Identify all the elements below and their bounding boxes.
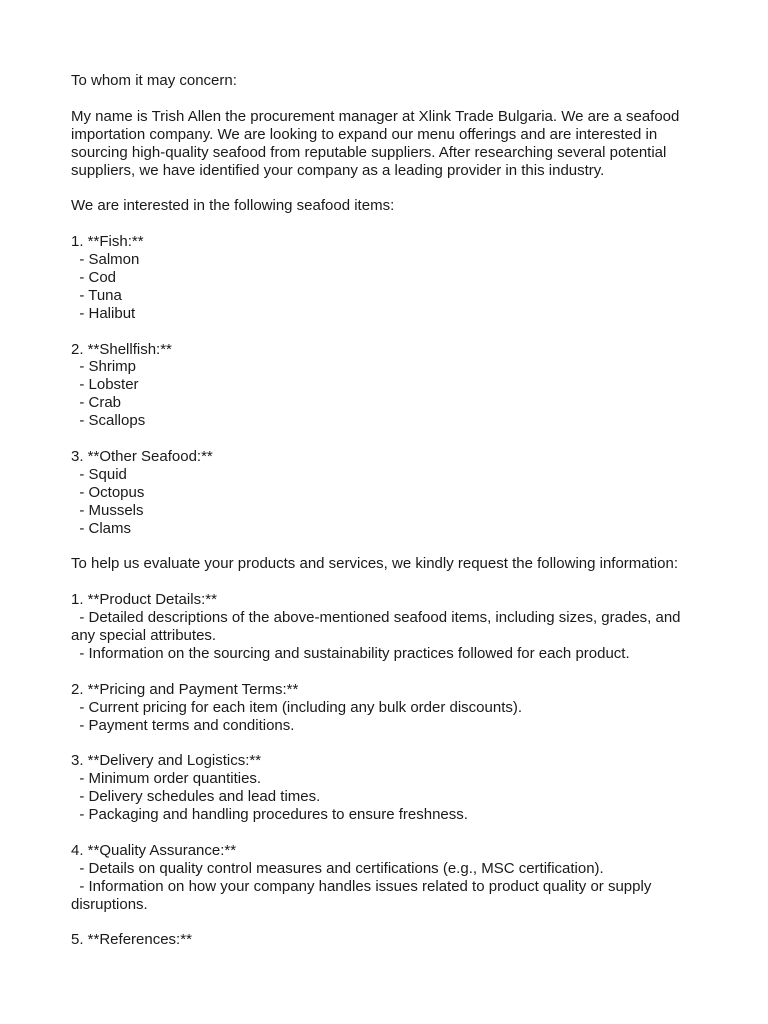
seafood-list — [71, 233, 701, 537]
request-section-group — [71, 931, 701, 949]
seafood-category-heading: 3. **Other Seafood:** — [71, 447, 213, 465]
request-section-heading: 4. **Quality Assurance:** — [71, 841, 237, 859]
items-lead: We are interested in the following seafood items: — [71, 197, 395, 215]
list-item: - Tuna — [71, 286, 122, 304]
list-item: - Packaging and handling procedures to ensure freshness. — [71, 806, 468, 824]
seafood-category-heading: 1. **Fish:** — [71, 233, 144, 251]
list-item: - Scallops — [71, 412, 146, 430]
list-item: - Crab — [71, 394, 122, 412]
list-item: - Salmon — [71, 251, 140, 269]
list-item: - Payment terms and conditions. — [71, 716, 295, 734]
list-item: - Cod — [71, 268, 117, 286]
request-section-heading: 1. **Product Details:** — [71, 591, 217, 609]
seafood-category-heading: 2. **Shellfish:** — [71, 340, 172, 358]
request-section-group — [71, 681, 701, 735]
list-item: - Lobster — [71, 376, 139, 394]
request-section-heading: 5. **References:** — [71, 931, 192, 949]
list-item: - Shrimp — [71, 358, 137, 376]
list-item: - Clams — [71, 519, 132, 537]
request-section-group — [71, 591, 701, 663]
list-item: - Halibut — [71, 304, 136, 322]
list-item: - Delivery schedules and lead times. — [71, 788, 321, 806]
request-section-group — [71, 842, 701, 914]
request-list — [71, 591, 701, 949]
seafood-category-group — [71, 233, 701, 323]
list-item: - Minimum order quantities. — [71, 770, 262, 788]
list-item: - Octopus — [71, 483, 145, 501]
list-item: - Information on how your company handles issues related to product quality or supply disruptions. — [71, 877, 656, 913]
list-item: - Mussels — [71, 501, 144, 519]
list-item: - Current pricing for each item (including any bulk order discounts). — [71, 698, 523, 716]
seafood-category-group — [71, 448, 701, 538]
seafood-category-group — [71, 341, 701, 431]
info-lead: To help us evaluate your products and services, we kindly request the following information: — [71, 555, 678, 573]
list-item: - Details on quality control measures and certifications (e.g., MSC certification). — [71, 859, 604, 877]
intro-paragraph: My name is Trish Allen the procurement manager at Xlink Trade Bulgaria. We are a seafood importation company. We are looking to expand our menu offerings and are interested in sourcing high-quality seafood from reputable suppliers. After researching several potential suppliers, we have identified your company as a leading provider in this industry. — [71, 107, 680, 179]
list-item: - Detailed descriptions of the above-mentioned seafood items, including sizes, grades, and any special attributes. — [71, 609, 685, 644]
request-section-heading: 3. **Delivery and Logistics:** — [71, 752, 262, 770]
list-item: - Information on the sourcing and sustainability practices followed for each product. — [71, 644, 630, 662]
greeting: To whom it may concern: — [71, 72, 237, 89]
letter-body — [71, 72, 701, 967]
request-section-group — [71, 752, 701, 824]
list-item: - Squid — [71, 465, 127, 483]
request-section-heading: 2. **Pricing and Payment Terms:** — [71, 680, 299, 698]
